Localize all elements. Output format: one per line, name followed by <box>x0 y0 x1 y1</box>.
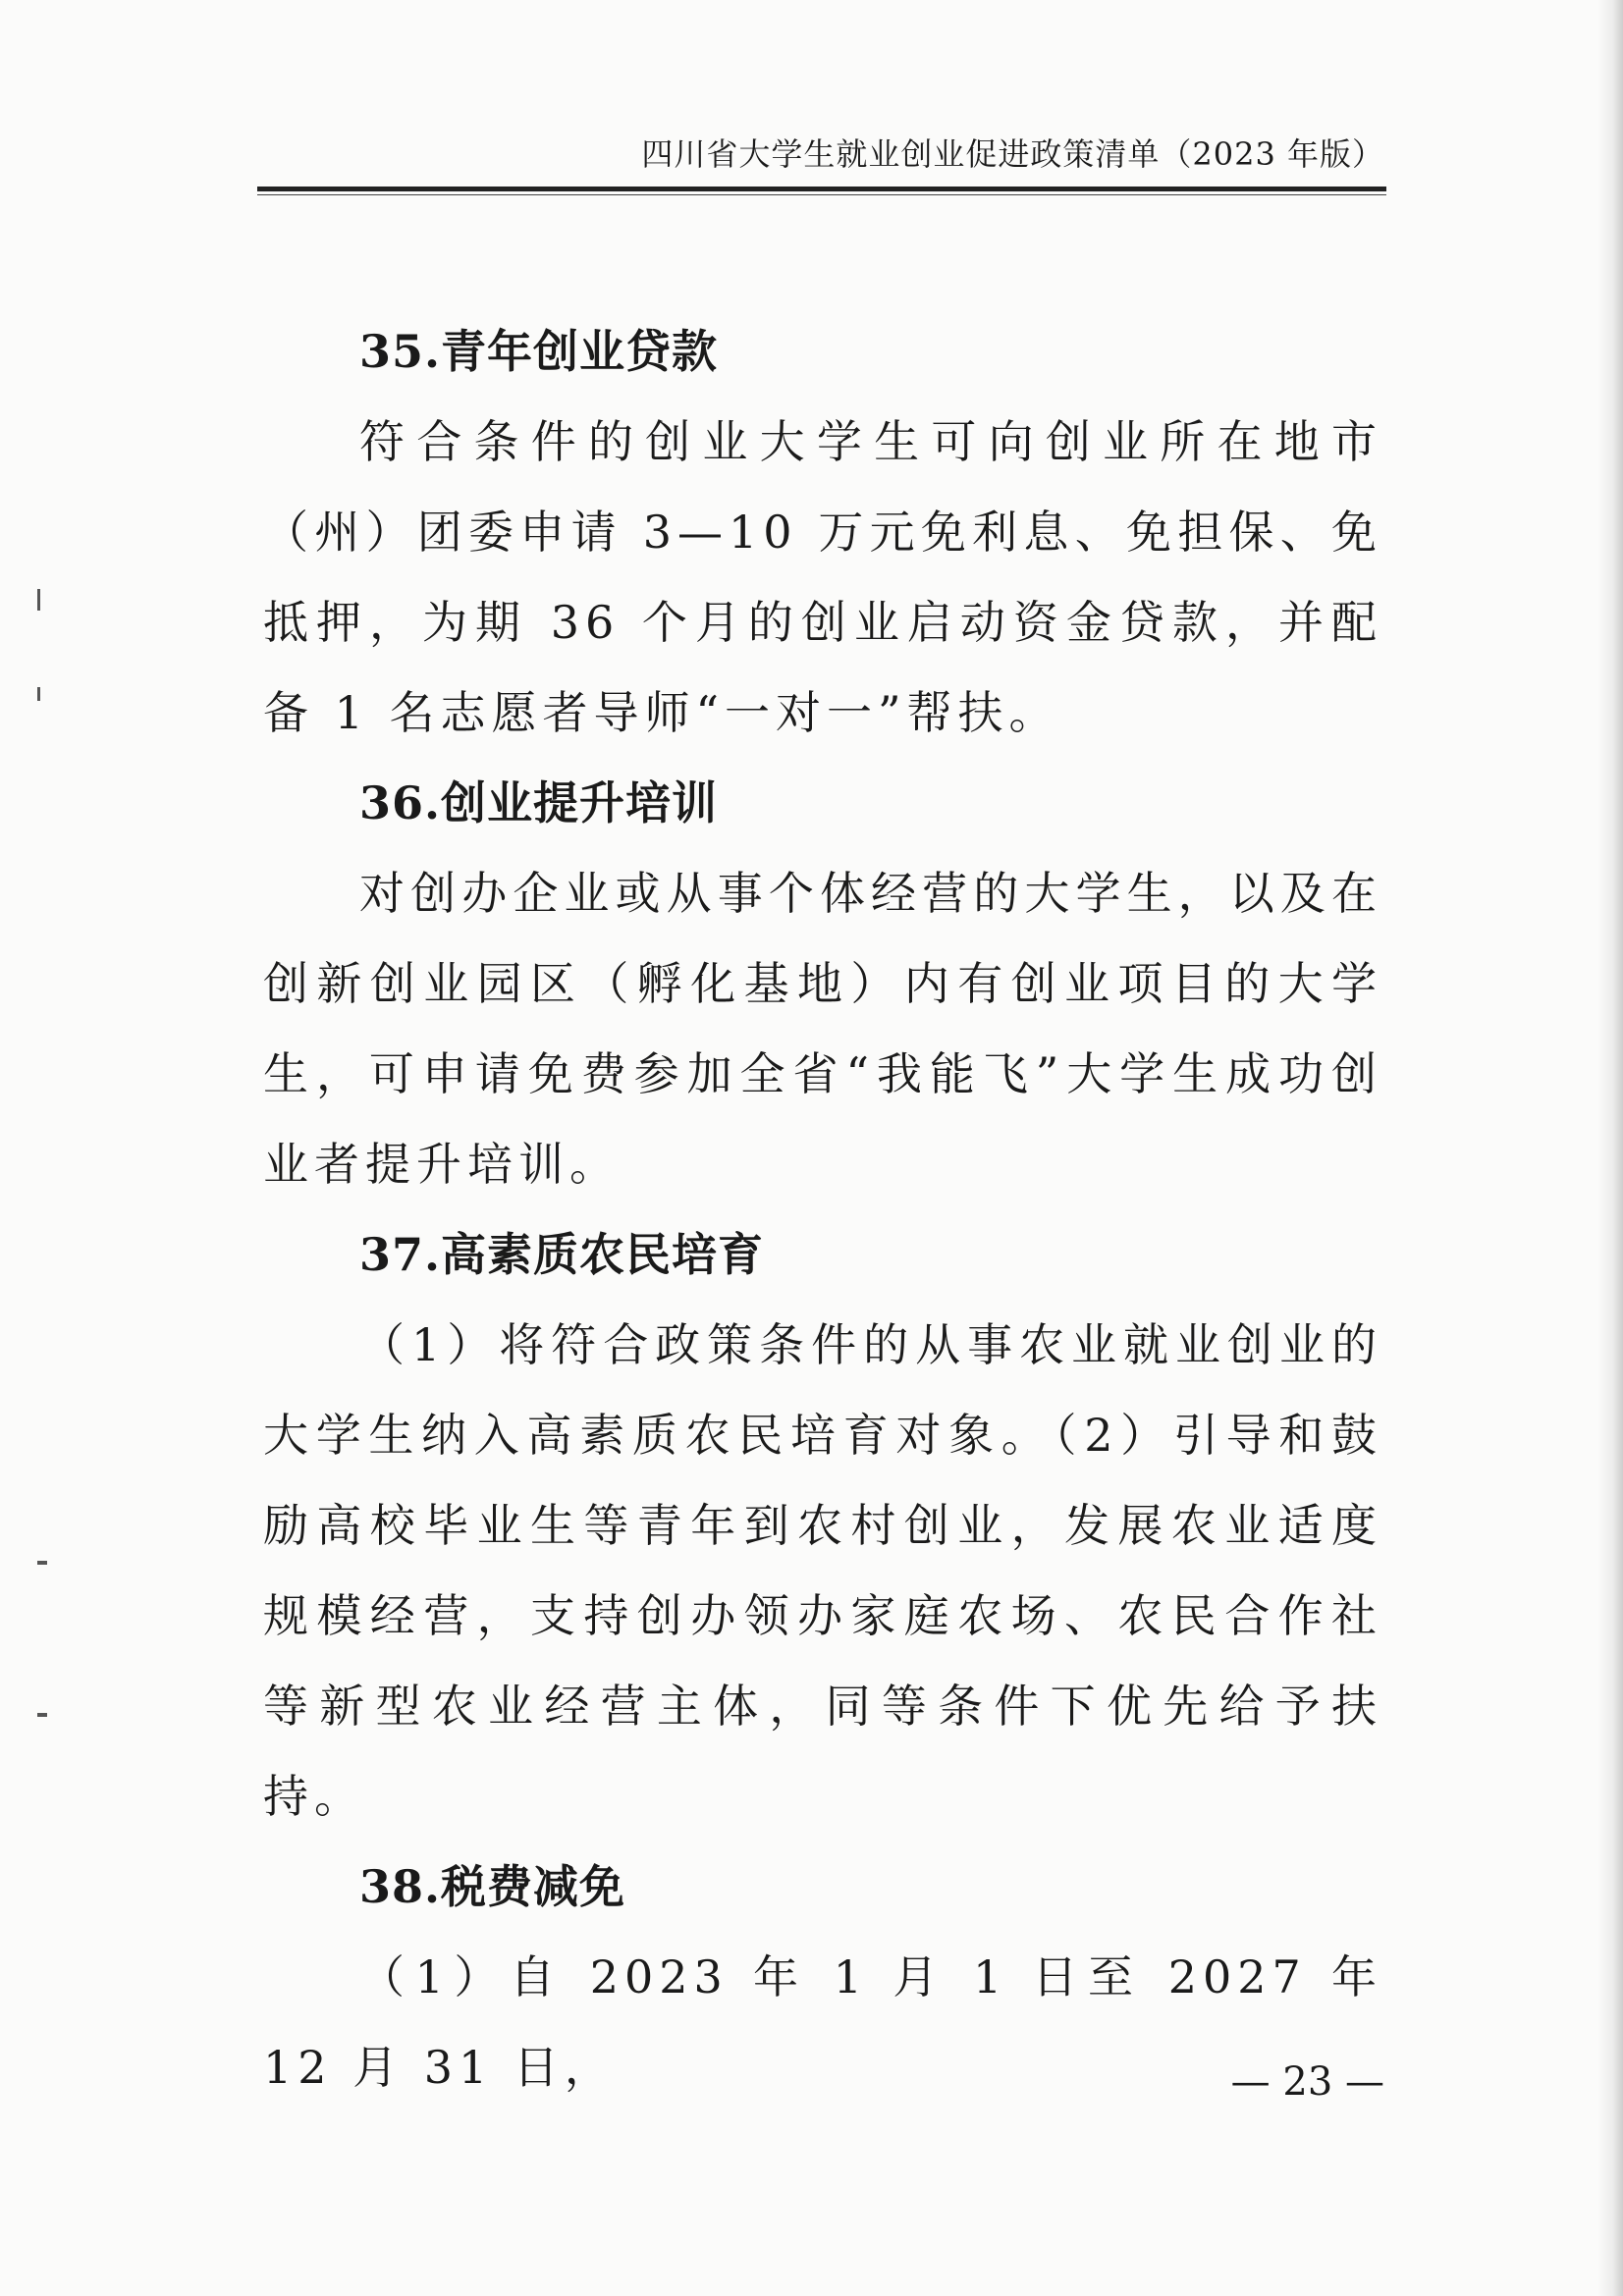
section-heading: 37.高素质农民培育 <box>359 1228 765 1281</box>
section-heading: 35.青年创业贷款 <box>359 325 719 378</box>
header-rule-thin <box>257 194 1386 195</box>
page-edge-shadow <box>1597 0 1623 2296</box>
section-paragraph: （1）自 2023 年 1 月 1 日至 2027 年 12 月 31 日， <box>263 1950 1382 2094</box>
section-heading: 38.税费减免 <box>359 1860 626 1913</box>
section-paragraph: 对创办企业或从事个体经营的大学生，以及在创新创业园区（孵化基地）内有创业项目的大学生，可申请免费参加全省“我能飞”大学生成功创业者提升培训。 <box>263 867 1382 1191</box>
document-body <box>263 306 1382 2112</box>
page-number: — 23 — <box>1230 2059 1384 2105</box>
section-36 <box>263 758 1382 1209</box>
section-heading: 36.创业提升培训 <box>359 776 719 829</box>
section-37 <box>263 1209 1382 1842</box>
running-header: 四川省大学生就业创业促进政策清单（2023 年版） <box>641 135 1384 173</box>
binding-mark <box>37 687 40 701</box>
binding-mark <box>37 1561 47 1565</box>
header-rule <box>257 187 1386 191</box>
section-35 <box>263 306 1382 758</box>
section-paragraph: （1）将符合政策条件的从事农业就业创业的大学生纳入高素质农民培育对象。（2）引导和鼓励高校毕业生等青年到农村创业，发展农业适度规模经营，支持创办领办家庭农场、农民合作社等新型农业经营主体，同等条件下优先给予扶持。 <box>263 1318 1382 1823</box>
binding-mark <box>37 1713 47 1717</box>
binding-mark <box>37 589 40 611</box>
section-paragraph: 符合条件的创业大学生可向创业所在地市（州）团委申请 3—10 万元免利息、免担保、免抵押，为期 36 个月的创业启动资金贷款，并配备 1 名志愿者导师“一对一”帮扶。 <box>263 415 1382 739</box>
